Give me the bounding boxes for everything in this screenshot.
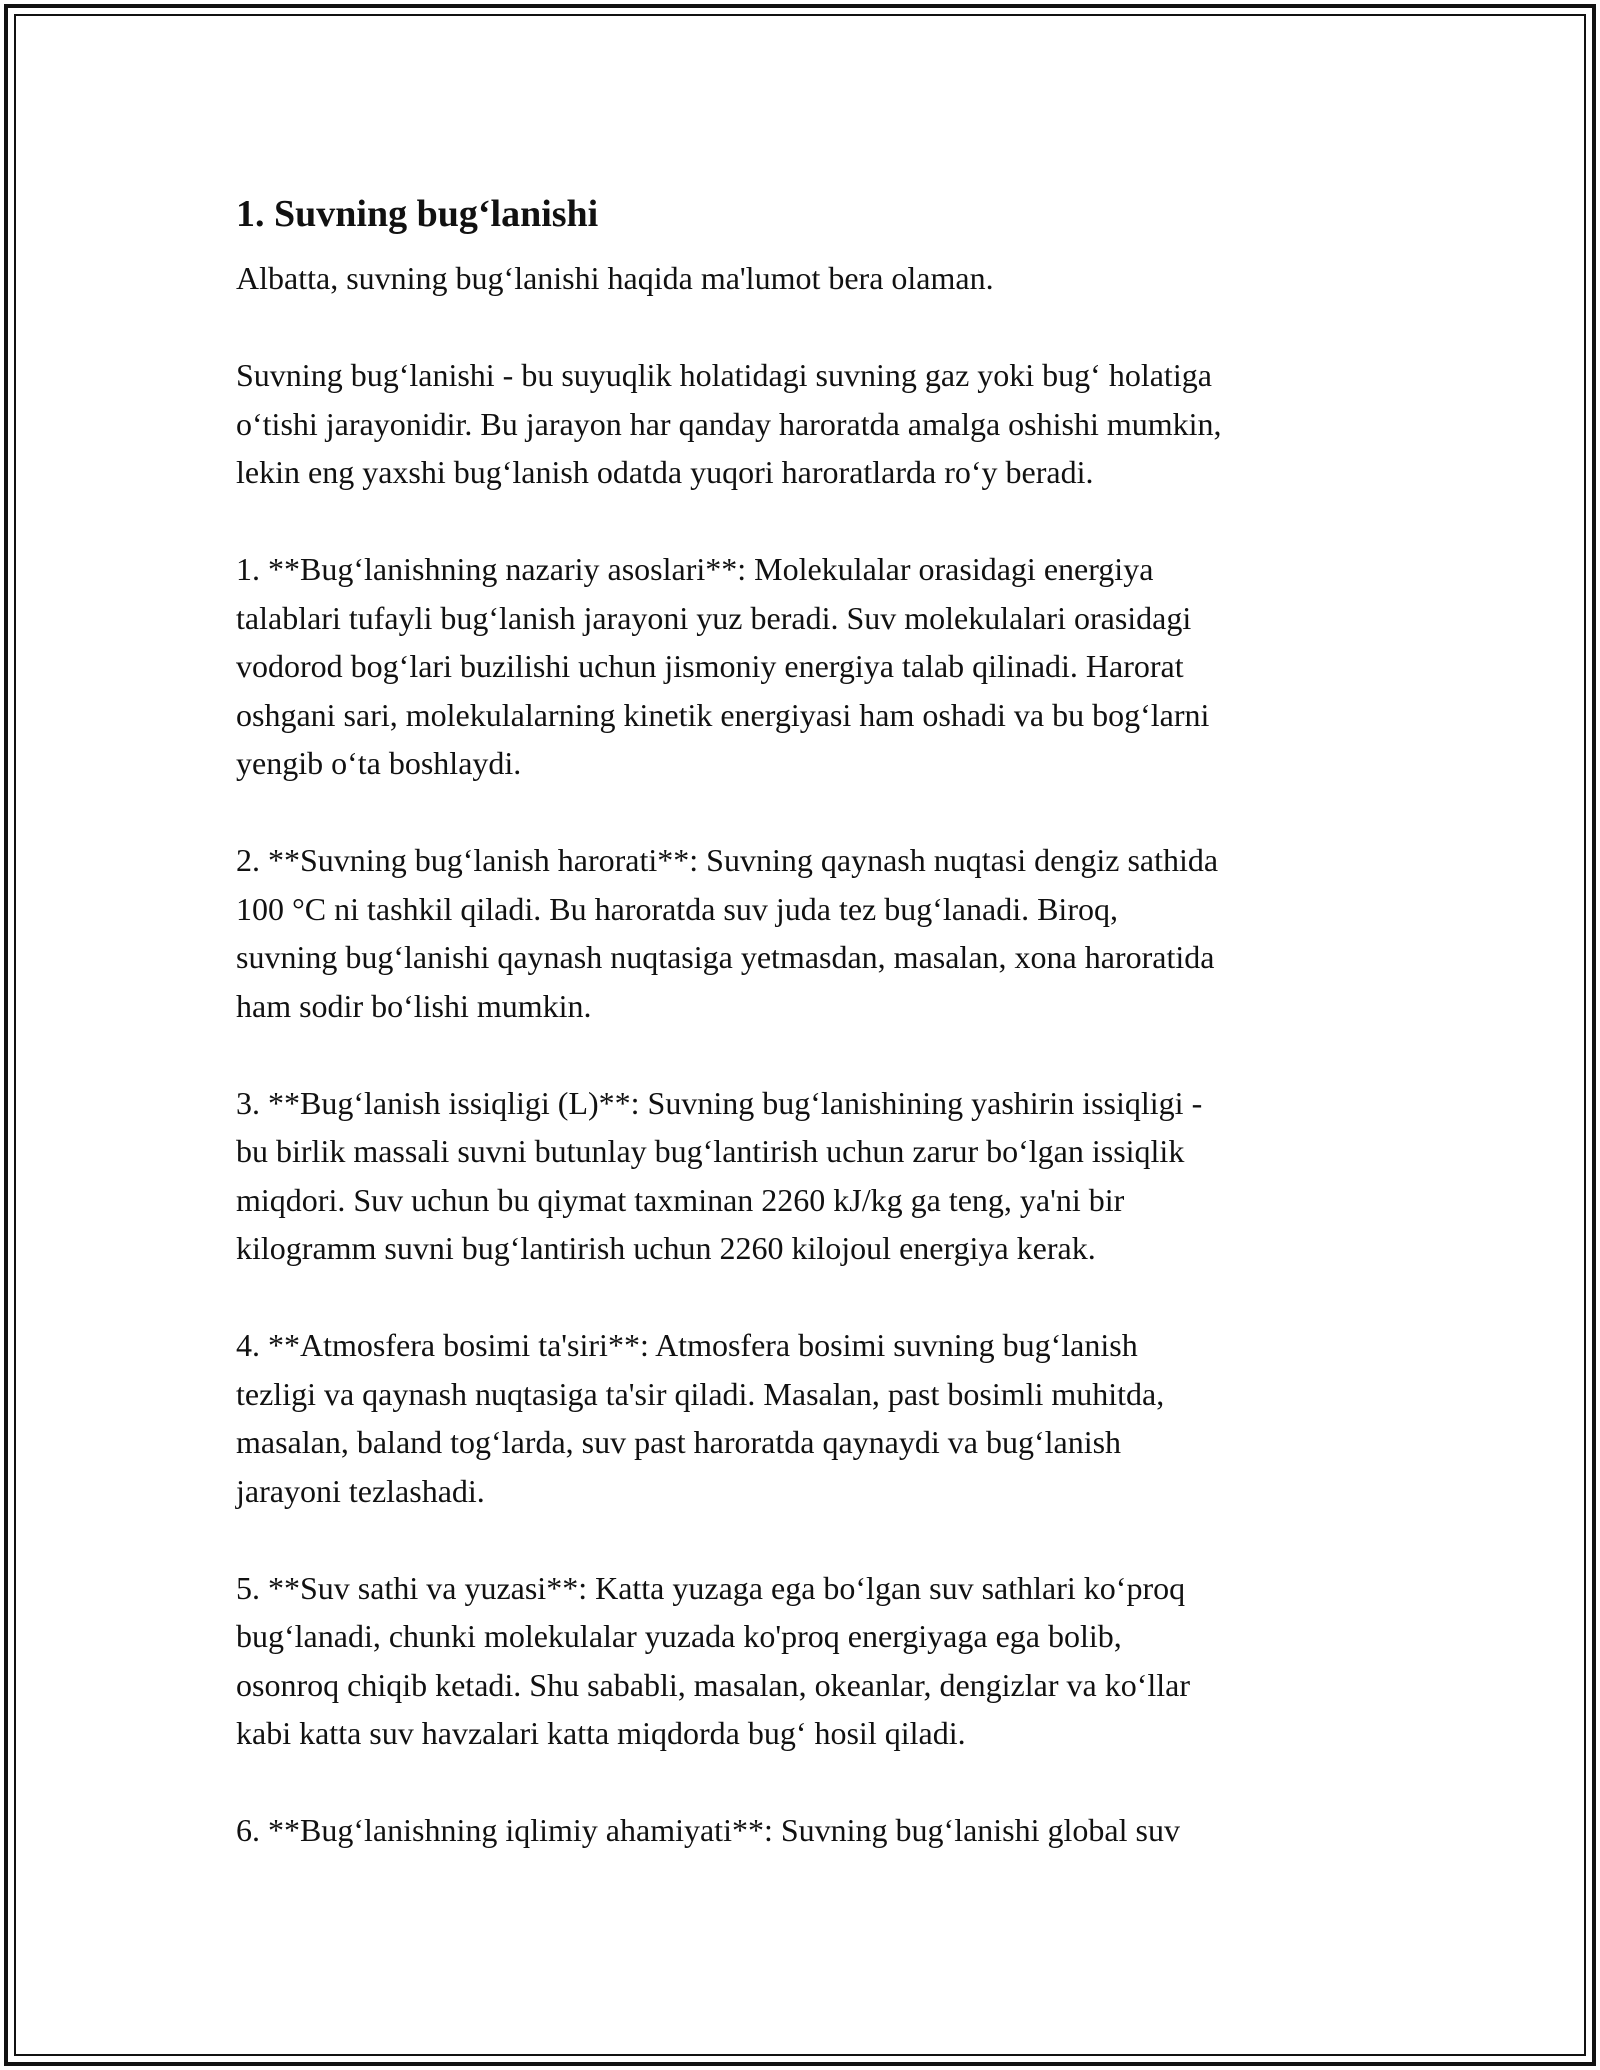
paragraph-surface: 5. **Suv sathi va yuzasi**: Katta yuzaga ega bo‘lgan suv sathlari ko‘proq bug‘lanadi, chunki molekulalar yuzada ko'proq energiyaga ega bolib, osonroq chiqib ketadi. Shu sababli, masalan, okeanlar, dengizlar va ko‘llar kabi katta suv havzalari katta miqdorda bug‘ hosil qiladi. bbox=[236, 1569, 1190, 1751]
document-heading: 1. Suvning bug‘lanishi bbox=[236, 193, 599, 235]
paragraph-theory: 1. **Bug‘lanishning nazariy asoslari**: Molekulalar orasidagi energiya talablari tufayli bug‘lanish jarayoni yuz beradi. Suv molekulalari orasidagi vodorod bog‘lari buzilishi uchun jismoniy energiya talab qilinadi. Harorat oshgani sari, molekulalarning kinetik energiyasi ham oshadi va bu bog‘larni yengib o‘ta boshlaydi. bbox=[236, 551, 1210, 781]
paragraph-pressure: 4. **Atmosfera bosimi ta'siri**: Atmosfera bosimi suvning bug‘lanish tezligi va qaynash nuqtasiga ta'sir qiladi. Masalan, past bosimli muhitda, masalan, baland tog‘larda, suv past haroratda qaynaydi va bug‘lanish jarayoni tezlashadi. bbox=[236, 1327, 1165, 1509]
paragraph-temperature: 2. **Suvning bug‘lanish harorati**: Suvning qaynash nuqtasi dengiz sathida 100 °C ni tashkil qiladi. Bu haroratda suv juda tez bug‘lanadi. Biroq, suvning bug‘lanishi qaynash nuqtasiga yetmasdan, masalan, xona haroratida ham sodir bo‘lishi mumkin. bbox=[236, 842, 1219, 1024]
paragraph-overview: Suvning bug‘lanishi - bu suyuqlik holatidagi suvning gaz yoki bug‘ holatiga o‘tishi jarayonidir. Bu jarayon har qanday haroratda amalga oshishi mumkin, lekin eng yaxshi bug‘lanish odatda yuqori haroratlarda ro‘y beradi. bbox=[236, 357, 1222, 490]
intro-paragraph: Albatta, suvning bug‘lanishi haqida ma'lumot bera olaman. bbox=[236, 260, 994, 296]
paragraph-climate: 6. **Bug‘lanishning iqlimiy ahamiyati**: Suvning bug‘lanishi global suv bbox=[236, 1812, 1180, 1848]
paragraph-latent-heat: 3. **Bug‘lanish issiqligi (L)**: Suvning bug‘lanishining yashirin issiqligi - bu birlik massali suvni butunlay bug‘lantirish uchun zarur bo‘lgan issiqlik miqdori. Suv uchun bu qiymat taxminan 2260 kJ/kg ga teng, ya'ni bir kilogramm suvni bug‘lantirish uchun 2260 kilojoul energiya kerak. bbox=[236, 1084, 1203, 1266]
document-body bbox=[236, 184, 1386, 1855]
